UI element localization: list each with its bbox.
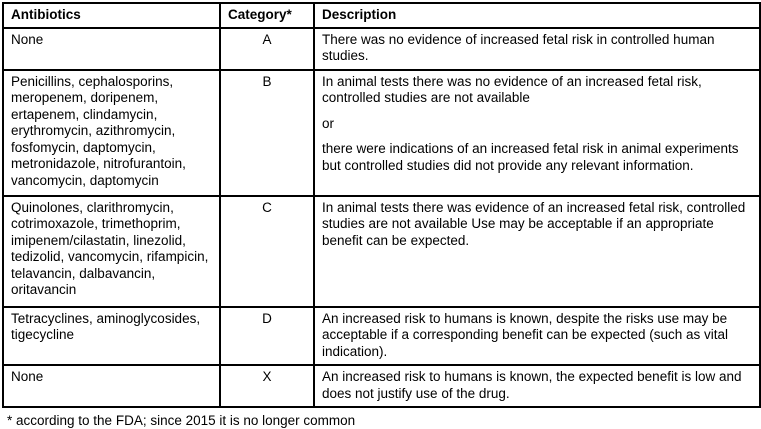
column-header-antibiotics: Antibiotics	[3, 3, 220, 28]
category-cell-b: B	[220, 70, 314, 196]
column-header-category: Category*	[220, 3, 314, 28]
antibiotics-cell-b: Penicillins, cephalosporins, meropenem, doripenem, ertapenem, clindamycin, erythromycin, azithromycin, fosfomycin, daptomycin, metronidazole, nitrofurantoin, vancomycin, daptomycin	[3, 70, 220, 196]
category-cell-x: X	[220, 365, 314, 407]
antibiotics-cell-c: Quinolones, clarithromycin, cotrimoxazole, trimethoprim, imipenem/cilastatin, linezolid, tedizolid, vancomycin, rifampicin, telavancin, dalbavancin, oritavancin	[3, 196, 220, 307]
table-row-category-a	[3, 28, 760, 70]
description-cell-b	[314, 70, 760, 196]
description-paragraph: there were indications of an increased fetal risk in animal experiments but controlled studies did not provide any relevant information.	[322, 141, 739, 173]
table-row-category-b	[3, 70, 760, 196]
header-row	[3, 3, 760, 28]
description-paragraph: An increased risk to humans is known, the expected benefit is low and does not justify use of the drug.	[322, 369, 742, 401]
description-cell-d	[314, 307, 760, 366]
antibiotics-cell-d: Tetracyclines, aminoglycosides, tigecycline	[3, 307, 220, 366]
antibiotics-cell-x: None	[3, 365, 220, 407]
column-header-description: Description	[314, 3, 760, 28]
description-paragraph: An increased risk to humans is known, despite the risks use may be acceptable if a corresponding benefit can be expected (such as vital indication).	[322, 310, 729, 359]
antibiotics-category-table	[2, 2, 761, 408]
description-paragraph: or	[322, 115, 335, 131]
description-cell-a	[314, 28, 760, 70]
category-cell-c: C	[220, 196, 314, 307]
table-footnote: * according to the FDA; since 2015 it is no longer common	[7, 413, 356, 428]
description-paragraph: In animal tests there was no evidence of an increased fetal risk, controlled studies are not available	[322, 73, 702, 105]
description-paragraph: In animal tests there was evidence of an increased fetal risk, controlled studies are not available Use may be acceptable if an appropriate benefit can be expected.	[322, 199, 746, 248]
table-row-category-c	[3, 196, 760, 307]
description-cell-x	[314, 365, 760, 407]
category-cell-a: A	[220, 28, 314, 70]
antibiotics-cell-a: None	[3, 28, 220, 70]
table-row-category-d	[3, 307, 760, 366]
category-cell-d: D	[220, 307, 314, 366]
description-cell-c	[314, 196, 760, 307]
description-paragraph: There was no evidence of increased fetal risk in controlled human studies.	[322, 31, 715, 63]
table-row-category-x	[3, 365, 760, 407]
